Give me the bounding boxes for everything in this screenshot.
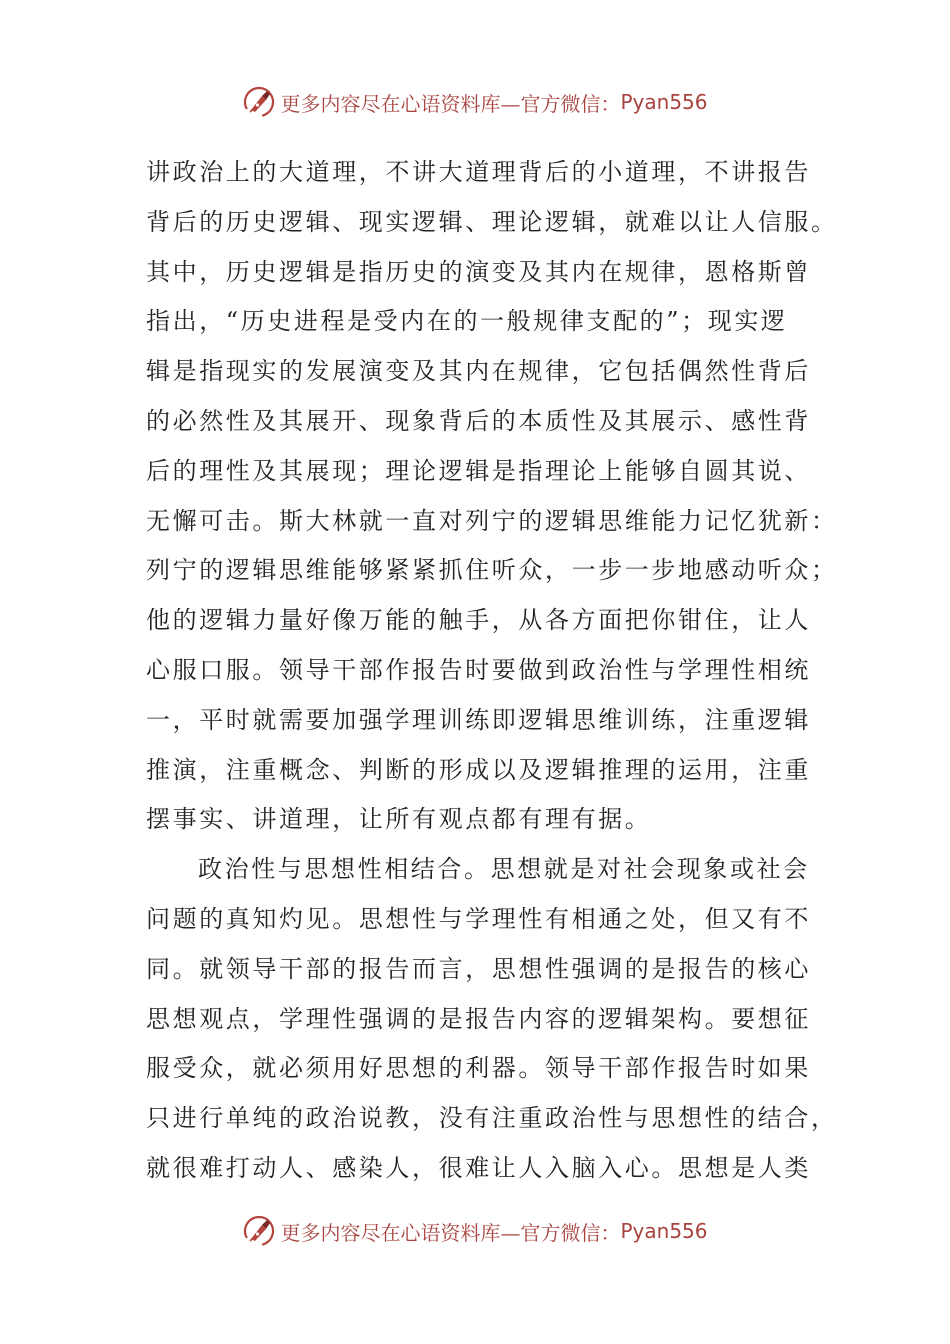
body-line: 列宁的逻辑思维能够紧紧抓住听众，一步一步地感动听众；	[146, 556, 838, 585]
body-line: 只进行单纯的政治说教，没有注重政治性与思想性的结合，	[146, 1104, 838, 1133]
body-line: 指出，“历史进程是受内在的一般规律支配的”；现实逻	[146, 307, 788, 336]
body-line: 摆事实、讲道理，让所有观点都有理有据。	[146, 805, 652, 834]
document-body	[146, 148, 838, 1194]
body-line: 一，平时就需要加强学理训练即逻辑思维训练，注重逻辑	[146, 705, 811, 734]
header-banner	[0, 82, 950, 122]
body-line: 背后的历史逻辑、现实逻辑、理论逻辑，就难以让人信服。	[146, 207, 838, 236]
footer-wechat-id: Pyan556	[620, 1219, 708, 1243]
header-text: 更多内容尽在心语资料库—官方微信：	[280, 91, 621, 116]
body-line: 他的逻辑力量好像万能的触手，从各方面把你钳住，让人	[146, 606, 811, 635]
body-line: 服受众，就必须用好思想的利器。领导干部作报告时如果	[146, 1054, 811, 1083]
body-line: 推演，注重概念、判断的形成以及逻辑推理的运用，注重	[146, 755, 811, 784]
body-line: 后的理性及其展现；理论逻辑是指理论上能够自圆其说、	[146, 456, 811, 485]
paragraph-start-line: 政治性与思想性相结合。思想就是对社会现象或社会	[198, 855, 810, 884]
footer-text: 更多内容尽在心语资料库—官方微信：	[280, 1220, 621, 1245]
body-line: 讲政治上的大道理，不讲大道理背后的小道理，不讲报告	[146, 158, 811, 186]
body-line: 心服口服。领导干部作报告时要做到政治性与学理性相统	[146, 655, 811, 684]
body-line: 无懈可击。斯大林就一直对列宁的逻辑思维能力记忆犹新：	[146, 506, 838, 535]
body-line: 的必然性及其展开、现象背后的本质性及其展示、感性背	[146, 406, 811, 435]
body-line: 辑是指现实的发展演变及其内在规律，它包括偶然性背后	[146, 357, 811, 386]
pen-nib-logo-icon	[242, 85, 276, 119]
body-line: 就很难打动人、感染人，很难让人入脑入心。思想是人类	[146, 1153, 811, 1182]
footer-banner	[0, 1211, 950, 1251]
header-wechat-id: Pyan556	[620, 90, 708, 114]
pen-nib-logo-icon	[242, 1214, 276, 1248]
body-line: 思想观点，学理性强调的是报告内容的逻辑架构。要想征	[146, 1004, 811, 1033]
body-line: 其中，历史逻辑是指历史的演变及其内在规律，恩格斯曾	[146, 257, 811, 286]
body-line: 同。就领导干部的报告而言，思想性强调的是报告的核心	[146, 954, 811, 983]
body-line: 问题的真知灼见。思想性与学理性有相通之处，但又有不	[146, 904, 811, 933]
